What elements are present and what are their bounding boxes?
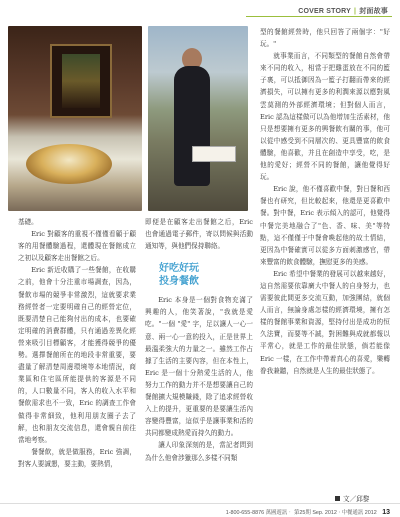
paragraph: Eric 說，他不僅喜歡中餐，對日餐和西餐也有研究，但比較起來，他還是更喜歡中餐。對中餐，Eric 表示傾入的認可，他覺得中餐完美地融合了"色、香、味、美"等特點，這不僅僅于中餐會喚起他的故土情結，更因為中餐確實可以從多方面刺激感官，帶來豐富的飲食體驗，撫慰更多的美感。	[260, 185, 390, 266]
footer-brand: 萬國遊訊	[265, 510, 288, 516]
paragraph: 就事業而言，不同類型的餐館自然會帶來不同的收入，相當于把雞蛋放在不同的籃子裏，可以抵御因為一籃子打翻而帶來的經濟損失，可以擁有更多的利潤來源以應對風雲莫測的外部經濟環境；但對個人而言，Eric 認為這樣做可以為他增加生活素材，他只是想要擁有更多的興餐飲有關的事，他可以從中感受到不同層次的、更具豐富的飲食體驗，他喜歡，并且在創造中享受，吃，是他的愛好；經營不同的餐館，讓他覺得好玩。	[260, 52, 390, 182]
article-column-3	[260, 26, 390, 377]
header-rule	[246, 16, 392, 17]
subhead-line-2: 投身餐飲	[159, 276, 199, 288]
footer-rule	[0, 503, 400, 504]
paragraph: 讓人印象深刻的是，當記者問到為什么他會涉獵那么多樣不同類	[145, 441, 253, 462]
banquet-photo	[8, 26, 142, 211]
paragraph: 基礎。	[18, 218, 38, 226]
header-separator: |	[354, 8, 357, 15]
article-column-1	[18, 216, 136, 470]
footer-issue: ‧ 第25期	[287, 510, 311, 516]
paragraph: Eric 對顧客的重視不僅僅看顧于顧客的用餐體驗過程，還體現在餐館成立之初以及顧客走出餐館之后。	[18, 230, 136, 263]
article-column-2	[145, 216, 253, 464]
page-footer	[226, 508, 390, 516]
paragraph: 即便是在顧客走出餐館之后，Eric 也會通過電子郵件，寄以問候與活動通知等，與他們保持聯絡。	[145, 218, 253, 251]
paragraph: Eric 本身是一個對食物充滿了興趣的人，他笑著說，"我就是愛吃。"一個 "愛" 字，足以讓人一心一意、兩一心一意的投入，正是世界上最溫柔強大的力量之一。雖然工作占據了生活的主要內容，但在本性上，Eric 是一個十分熱愛生活的人，他努力工作的動力并不是想要讓自己的餐館擴大規模賺錢，除了追求經營收入上的提升，更重要的是要讓生活內容變得豐富，這似乎是讓事業和活的共同都變成熱愛而持久的動力。	[145, 296, 253, 438]
byline-square-icon	[335, 496, 340, 501]
paragraph: 餐餐飲，就是做服務，Eric 強調，對客人要誠懇，要主動，要熱情，	[18, 447, 136, 468]
byline-text: 文／邱黎	[343, 495, 370, 503]
footer-date: Sep. 2012	[312, 510, 337, 516]
food-platter	[26, 144, 112, 184]
section-header	[298, 6, 388, 16]
byline	[335, 493, 369, 503]
wall-painting	[50, 44, 112, 118]
person-figure	[174, 66, 210, 186]
held-sign	[192, 146, 236, 162]
subsection-label: 封面故事	[359, 8, 388, 15]
footer-phone: 1-800-655-8876	[225, 510, 265, 516]
page-number: 13	[382, 509, 390, 516]
portrait-photo	[148, 26, 248, 211]
paragraph: Eric 希望中餐業的發展可以越來越好，這自然需要依靠廣大中餐人的自身努力，也需要彼此間更多交流互動，加強團結，就個人而言，無論身處怎樣的經濟環境，擁有怎樣的餐館事業和資源，堅持付出是成功的恒久法寶，而要等不誠，對困難與成就都報以平常心，就是工作的最佳狀態，倘若能像 Eric 一樣，在工作中帶着真心的喜愛，樂轉眷我兼聽，自然就是人生的最佳狀態了。	[260, 269, 390, 375]
paragraph: 型的餐館經營時，他只回答了兩個字："好玩。"	[260, 28, 390, 49]
paragraph: Eric 新近收購了一些餐館，在收購之前，他會十分注重市場調查，因為，餐飲市場的競爭非常激烈，這就要求業務經營者一定要明確自己的經營定位，既要清楚自己能夠付出的成本，也要確定明確的消費群體，只有通過差異化經營來吸引目標顧客，才能獲得競爭的優勢。選擇餐館所在的地段非常重要，要盡量了解清楚周邊環境等本地情況，商業區和住宅區所能提供的客源是不同的，人口數量不同，客人的收入水平和餐飲需求也不一致，Eric 的調查工作會做得非常細致，他利用朋友圈子去了解，也和朋友交流信息，還會親自前往當地考察。	[18, 266, 136, 444]
footer-site: ‧ 中餐通訊	[338, 510, 364, 516]
section-subhead	[159, 262, 253, 288]
subhead-line-1: 好吃好玩	[159, 263, 199, 275]
footer-year: 2012	[364, 510, 377, 516]
section-label: COVER STORY	[298, 8, 352, 15]
